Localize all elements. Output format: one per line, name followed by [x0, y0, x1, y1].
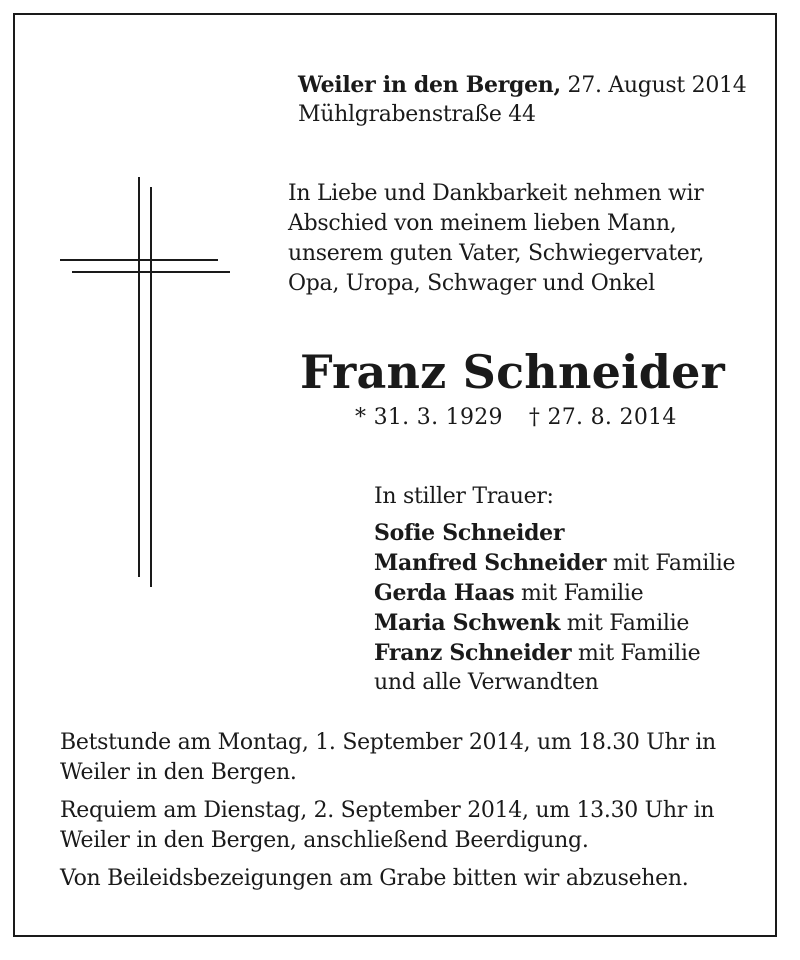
mourners-heading: In stiller Trauer: — [374, 484, 554, 509]
mourner-name: Franz Schneider — [374, 640, 572, 666]
intro-line: Opa, Uropa, Schwager und Onkel — [288, 271, 655, 296]
place-name: Weiler in den Bergen, — [298, 72, 561, 98]
death-date: † 27. 8. 2014 — [528, 405, 677, 430]
service-line: Betstunde am Montag, 1. September 2014, um 18.30 Uhr in — [60, 730, 716, 755]
service-line: Requiem am Dienstag, 2. September 2014, um 13.30 Uhr in — [60, 798, 715, 823]
mourner-suffix: mit Familie — [571, 641, 701, 666]
mourners-closing: und alle Verwandten — [374, 670, 599, 695]
mourner-suffix: mit Familie — [606, 551, 736, 576]
life-dates — [355, 403, 677, 433]
mourner-suffix: mit Familie — [560, 611, 690, 636]
service-line: Weiler in den Bergen, anschließend Beerdigung. — [60, 828, 589, 853]
intro-line: Abschied von meinem lieben Mann, — [288, 211, 677, 236]
mourner-entry — [374, 608, 689, 639]
service-line: Weiler in den Bergen. — [60, 760, 297, 785]
birth-date: * 31. 3. 1929 — [355, 405, 503, 430]
intro-line: unserem guten Vater, Schwiegervater, — [288, 241, 705, 266]
street-address: Mühlgrabenstraße 44 — [298, 102, 536, 127]
mourner-entry — [374, 578, 643, 609]
place-date-line — [298, 70, 746, 101]
intro-line: In Liebe und Dankbarkeit nehmen wir — [288, 181, 704, 206]
mourner-suffix: mit Familie — [514, 581, 644, 606]
mourner-entry — [374, 548, 735, 579]
mourner-name: Gerda Haas — [374, 580, 515, 606]
mourner-entry — [374, 638, 700, 669]
condolence-note: Von Beileidsbezeigungen am Grabe bitten wir abzusehen. — [60, 866, 689, 891]
mourner-entry — [374, 518, 564, 549]
mourner-name: Maria Schwenk — [374, 610, 561, 636]
mourner-name: Sofie Schneider — [374, 520, 565, 546]
deceased-name: Franz Schneider — [300, 345, 725, 399]
mourner-name: Manfred Schneider — [374, 550, 607, 576]
obituary-notice — [13, 13, 777, 937]
notice-date: 27. August 2014 — [567, 73, 747, 98]
